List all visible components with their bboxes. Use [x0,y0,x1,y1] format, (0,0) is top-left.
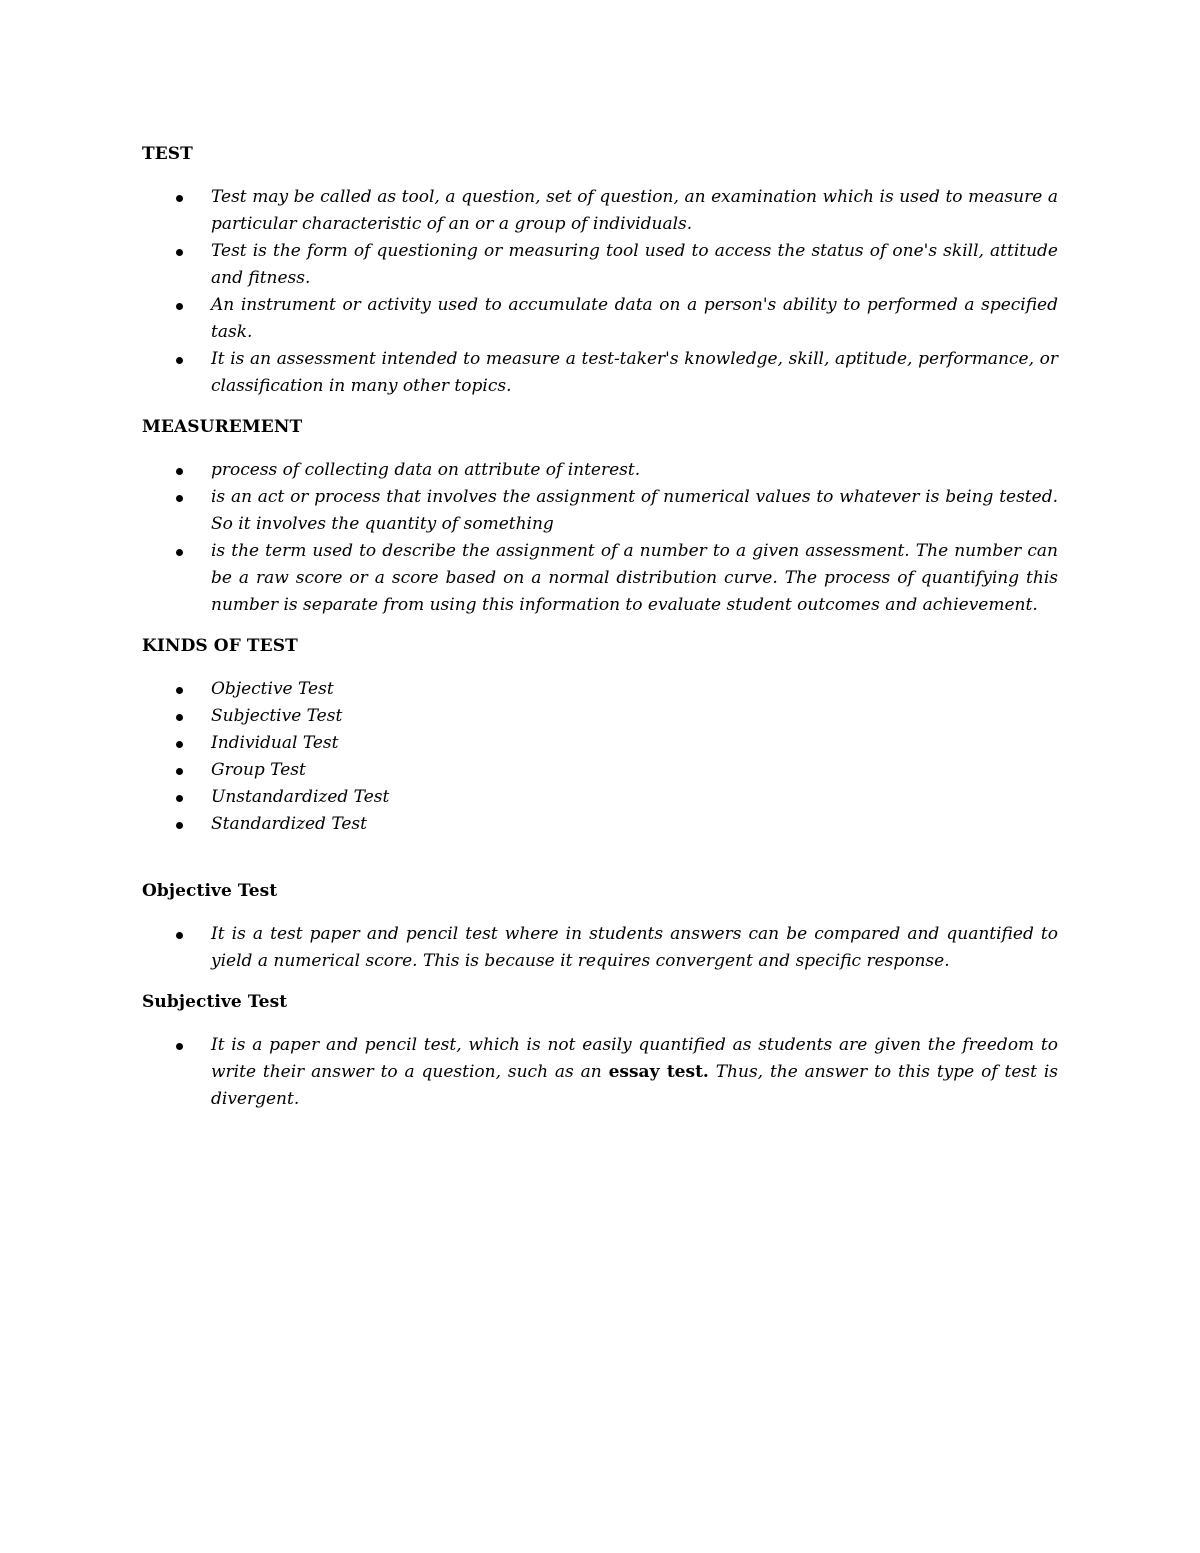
list-item: process of collecting data on attribute of interest. [211,457,1058,484]
list-item: is the term used to describe the assignment of a number to a given assessment. The number can be a raw score or a score based on a normal distribution curve. The process of quantifying this number is separate from using this information to evaluate student outcomes and achievement. [211,538,1058,619]
list-item: Subjective Test [211,703,1058,730]
section-heading-subjective-test: Subjective Test [142,992,288,1012]
list-item: Individual Test [211,730,1058,757]
test-bullet-list [142,184,1058,400]
list-item: is an act or process that involves the assignment of numerical values to whatever is being tested. So it involves the quantity of something [211,484,1058,538]
section-heading-measurement: MEASUREMENT [142,417,303,437]
list-item: It is an assessment intended to measure a test-taker's knowledge, skill, aptitude, performance, or classification in many other topics. [211,346,1058,400]
essay-test-emphasis: essay test. [608,1062,709,1082]
list-item: Test may be called as tool, a question, set of question, an examination which is used to measure a particular characteristic of an or a group of individuals. [211,184,1058,238]
section-heading-objective-test: Objective Test [142,881,278,901]
list-item: Objective Test [211,676,1058,703]
list-item: Standardized Test [211,811,1058,838]
measurement-bullet-list [142,457,1058,619]
list-item: It is a test paper and pencil test where in students answers can be compared and quantified to yield a numerical score. This is because it requires convergent and specific response. [211,921,1058,975]
list-item: An instrument or activity used to accumulate data on a person's ability to performed a specified task. [211,292,1058,346]
subjective-text-after: Thus, the answer to this type of test is divergent. [211,1062,1058,1109]
section-heading-test: TEST [142,144,193,164]
list-item: Group Test [211,757,1058,784]
list-item: Test is the form of questioning or measuring tool used to access the status of one's skill, attitude and fitness. [211,238,1058,292]
kinds-of-test-bullet-list [142,676,1058,838]
section-heading-kinds-of-test: KINDS OF TEST [142,636,298,656]
blank-line [142,852,1058,878]
list-item: Unstandardized Test [211,784,1058,811]
subjective-test-bullet-list [142,1032,1058,1113]
objective-test-bullet-list [142,921,1058,975]
subjective-text-before: It is a paper and pencil test, which is not easily quantified as students are given the freedom to write their answer to a question, such as an [211,1035,1058,1082]
list-item [211,1032,1058,1113]
document-content [142,141,1058,1127]
